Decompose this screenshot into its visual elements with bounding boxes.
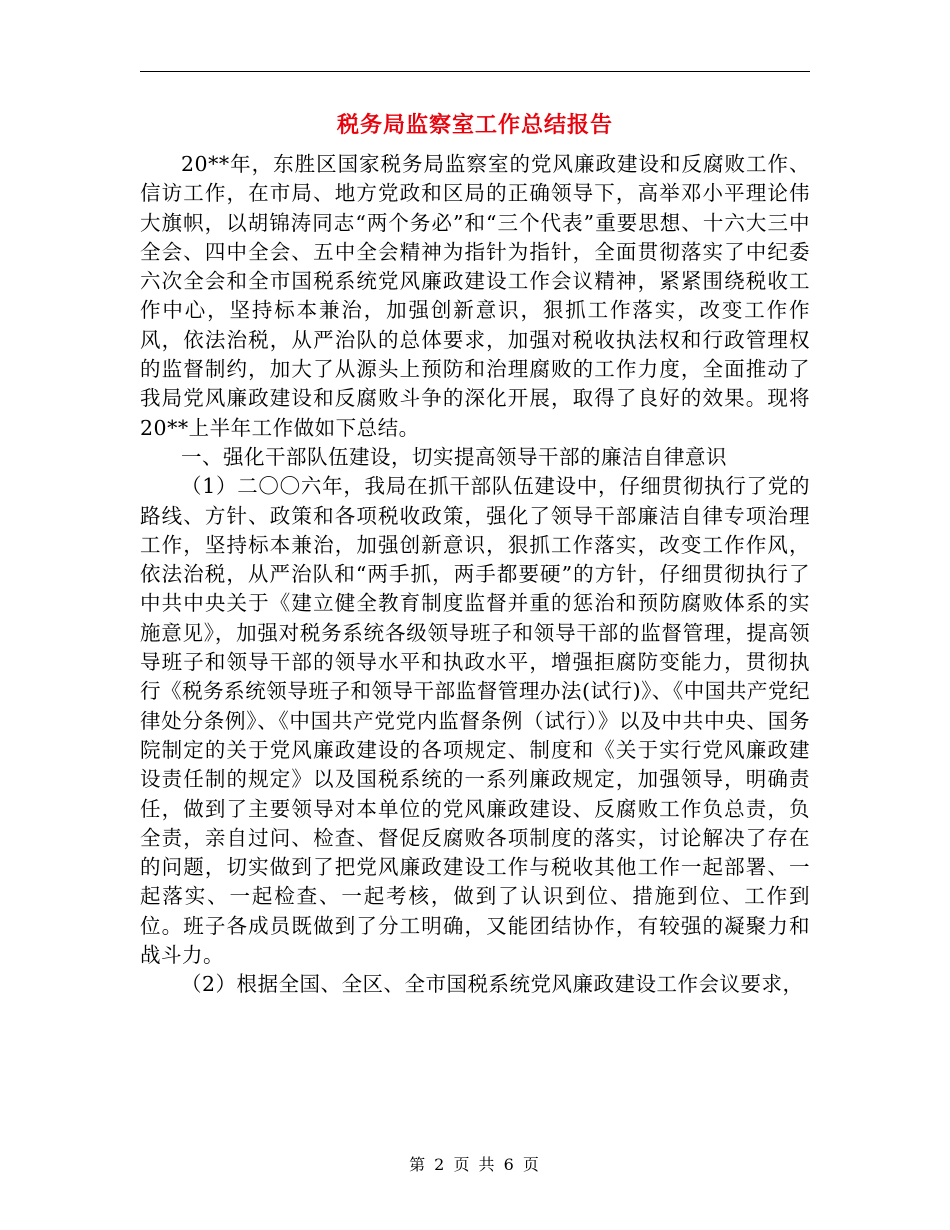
page-number-footer: 第 2 页 共 6 页	[409, 1155, 541, 1174]
section-heading: 一、强化干部队伍建设，切实提高领导干部的廉洁自律意识	[181, 444, 727, 469]
document-body	[140, 150, 810, 1000]
intro-paragraph: 20**年，东胜区国家税务局监察室的党风廉政建设和反腐败工作、信访工作，在市局、地方党政和区局的正确领导下，高举邓小平理论伟大旗帜，以胡锦涛同志“两个务必”和“三个代表”重要思想、十六大三中全会、四中全会、五中全会精神为指针为指针，全面贯彻落实了中纪委六次全会和全市国税系统党风廉政建设工作会议精神，紧紧围绕税收工作中心，坚持标本兼治，加强创新意识，狠抓工作落实，改变工作作风，依法治税，从严治队的总体要求，加强对税收执法权和行政管理权的监督制约，加大了从源头上预防和治理腐败的工作力度，全面推动了我局党风廉政建设和反腐败斗争的深化开展，取得了良好的效果。现将20**上半年工作做如下总结。	[140, 152, 810, 440]
header-rule	[140, 71, 810, 72]
paragraph-item-1: （1）二〇〇六年，我局在抓干部队伍建设中，仔细贯彻执行了党的路线、方针、政策和各项税收政策，强化了领导干部廉洁自律专项治理工作，坚持标本兼治，加强创新意识，狠抓工作落实，改变工作作风，依法治税，从严治队和“两手抓，两手都要硬”的方针，仔细贯彻执行了中共中央关于《建立健全教育制度监督并重的惩治和预防腐败体系的实施意见》，加强对税务系统各级领导班子和领导干部的监督管理，提高领导班子和领导干部的领导水平和执政水平，增强拒腐防变能力，贯彻执行《税务系统领导班子和领导干部监督管理办法(试行)》、《中国共产党纪律处分条例》、《中国共产党党内监督条例（试行）》以及中共中央、国务院制定的关于党风廉政建设的各项规定、制度和《关于实行党风廉政建设责任制的规定》以及国税系统的一系列廉政规定，加强领导，明确责任，做到了主要领导对本单位的党风廉政建设、反腐败工作负总责，负全责，亲自过问、检查、督促反腐败各项制度的落实，讨论解决了存在的问题，切实做到了把党风廉政建设工作与税收其他工作一起部署、一起落实、一起检查、一起考核，做到了认识到位、措施到位、工作到位。班子各成员既做到了分工明确，又能团结协作，有较强的凝聚力和战斗力。	[140, 474, 810, 968]
paragraph-item-2: （2）根据全国、全区、全市国税系统党风廉政建设工作会议要求，	[181, 972, 804, 997]
document-title: 税务局监察室工作总结报告	[336, 112, 613, 138]
